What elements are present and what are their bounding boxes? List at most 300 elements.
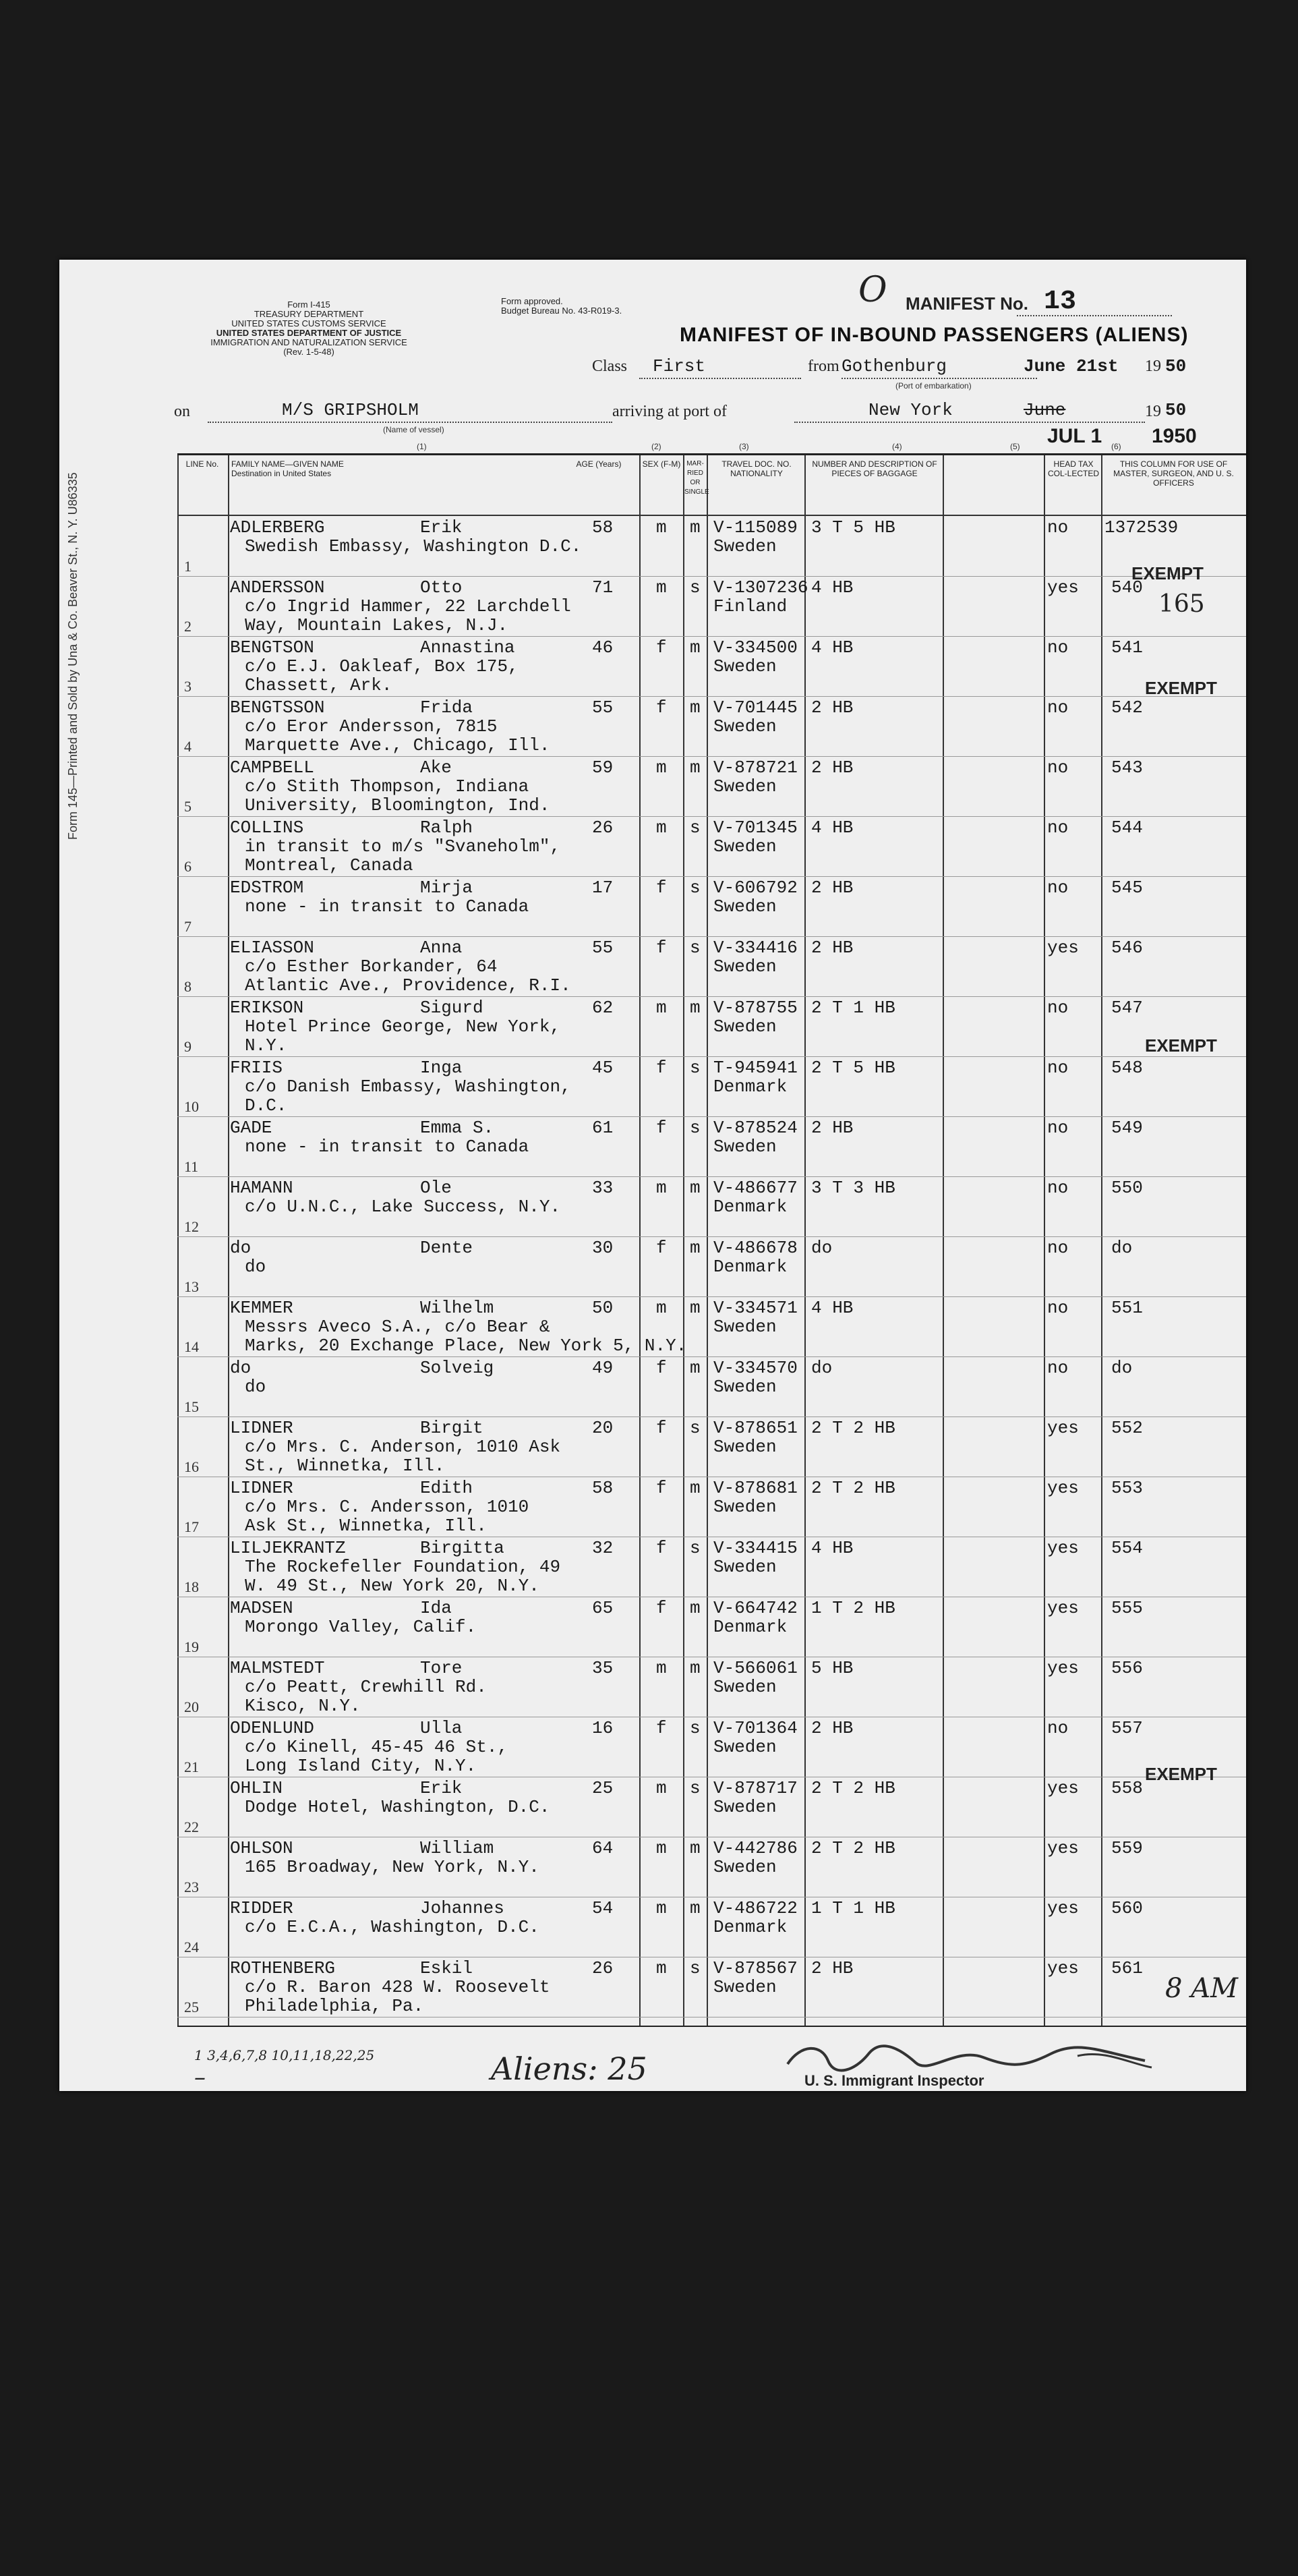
passenger-sex: f <box>656 697 667 718</box>
exempt-note: EXEMPT <box>1145 1764 1217 1784</box>
table-row <box>177 1236 1246 1297</box>
table-row <box>177 756 1246 817</box>
travel-doc-number: V-878717 <box>713 1778 798 1798</box>
passenger-sex: f <box>656 1598 667 1618</box>
arrival-underline <box>794 422 1145 423</box>
passenger-given-name: Anna <box>420 938 463 958</box>
destination-line: Montreal, Canada <box>245 855 413 876</box>
line-number: 16 <box>184 1458 199 1475</box>
passenger-given-name: Wilhelm <box>420 1298 494 1318</box>
arrival-month-struck: June <box>1024 400 1066 420</box>
passenger-given-name: William <box>420 1838 494 1858</box>
passenger-marital-status: m <box>690 517 701 538</box>
destination-line: do <box>245 1257 266 1277</box>
travel-doc-number: V-878681 <box>713 1478 798 1498</box>
officer-note: 551 <box>1111 1298 1143 1318</box>
passenger-age: 32 <box>592 1538 614 1558</box>
passenger-sex: f <box>656 1058 667 1078</box>
passenger-marital-status: m <box>690 1478 701 1498</box>
passenger-sex: m <box>656 1958 667 1978</box>
destination-line: Marquette Ave., Chicago, Ill. <box>245 735 550 755</box>
passenger-age: 45 <box>592 1058 614 1078</box>
passenger-family-name: LIDNER <box>230 1478 293 1498</box>
destination-line: Messrs Aveco S.A., c/o Bear & <box>245 1317 550 1337</box>
manifest-number: 13 <box>1044 287 1077 317</box>
passenger-family-name: OHLSON <box>230 1838 293 1858</box>
arriving-label: arriving at port of <box>612 403 727 420</box>
destination-line: c/o Ingrid Hammer, 22 Larchdell <box>245 596 571 617</box>
passenger-family-name: MADSEN <box>230 1598 293 1618</box>
passenger-marital-status: s <box>690 577 701 598</box>
inspector-signature <box>781 2037 1158 2078</box>
table-row <box>177 996 1246 1057</box>
vessel-name: M/S GRIPSHOLM <box>282 400 419 420</box>
passenger-marital-status: m <box>690 637 701 658</box>
officer-note: 541 <box>1111 637 1143 658</box>
passenger-given-name: Frida <box>420 697 473 718</box>
passenger-sex: f <box>656 1718 667 1738</box>
officer-note: 553 <box>1111 1478 1143 1498</box>
passenger-age: 61 <box>592 1118 614 1138</box>
destination-line: c/o E.C.A., Washington, D.C. <box>245 1917 539 1937</box>
passenger-sex: m <box>656 1778 667 1798</box>
passenger-family-name: BENGTSON <box>230 637 314 658</box>
table-row <box>177 1597 1246 1657</box>
line-number: 7 <box>184 918 191 935</box>
head-tax-collected: no <box>1047 1718 1069 1738</box>
port-embark-caption: (Port of embarkation) <box>895 381 972 391</box>
nationality: Sweden <box>713 1137 777 1157</box>
officer-note: 550 <box>1111 1178 1143 1198</box>
passenger-family-name: ADLERBERG <box>230 517 325 538</box>
line-number: 17 <box>184 1518 199 1535</box>
baggage-description: 4 HB <box>811 637 854 658</box>
col-head-age: AGE (Years) <box>576 459 622 469</box>
travel-doc-number: V-664742 <box>713 1598 798 1618</box>
manifest-sheet <box>59 260 1246 2091</box>
passenger-marital-status: m <box>690 1838 701 1858</box>
passenger-marital-status: s <box>690 878 701 898</box>
head-tax-collected: yes <box>1047 1778 1079 1798</box>
travel-doc-number: V-878651 <box>713 1418 798 1438</box>
passenger-given-name: Emma S. <box>420 1118 494 1138</box>
baggage-description: 2 T 2 HB <box>811 1418 895 1438</box>
table-row <box>177 936 1246 997</box>
passenger-sex: f <box>656 1478 667 1498</box>
manifest-table <box>177 453 1246 2027</box>
officer-note: 544 <box>1111 818 1143 838</box>
passenger-age: 71 <box>592 577 614 598</box>
passenger-family-name: ANDERSSON <box>230 577 325 598</box>
table-row <box>177 1416 1246 1477</box>
passenger-family-name: EDSTROM <box>230 878 304 898</box>
nationality: Sweden <box>713 1317 777 1337</box>
head-tax-collected: no <box>1047 1238 1069 1258</box>
baggage-description: 2 T 2 HB <box>811 1838 895 1858</box>
travel-doc-number: V-566061 <box>713 1658 798 1678</box>
travel-doc-number: V-334500 <box>713 637 798 658</box>
head-tax-collected: no <box>1047 517 1069 538</box>
passenger-age: 17 <box>592 878 614 898</box>
passenger-given-name: Inga <box>420 1058 463 1078</box>
side-print: Form 145—Printed and Sold by Una & Co. Beaver St., N. Y. U86335 <box>66 472 80 840</box>
nationality: Denmark <box>713 1197 788 1217</box>
line-number: 6 <box>184 858 191 875</box>
passenger-age: 65 <box>592 1598 614 1618</box>
table-row <box>177 1717 1246 1777</box>
baggage-description: do <box>811 1238 833 1258</box>
line-number: 21 <box>184 1758 199 1775</box>
class-value: First <box>653 356 706 376</box>
destination-line: Hotel Prince George, New York, <box>245 1017 561 1037</box>
passenger-given-name: Erik <box>420 517 463 538</box>
nationality: Sweden <box>713 956 777 977</box>
table-row <box>177 1296 1246 1357</box>
line-number: 18 <box>184 1578 199 1595</box>
nationality: Denmark <box>713 1077 788 1097</box>
travel-doc-number: V-486678 <box>713 1238 798 1258</box>
passenger-given-name: Mirja <box>420 878 473 898</box>
officer-note: 1372539 <box>1104 517 1179 538</box>
passenger-age: 62 <box>592 998 614 1018</box>
passenger-sex: f <box>656 1358 667 1378</box>
passenger-marital-status: m <box>690 1178 701 1198</box>
col-head-name: FAMILY NAME—GIVEN NAME Destination in United States <box>231 459 344 478</box>
nationality: Sweden <box>713 1737 777 1757</box>
passenger-given-name: Ake <box>420 757 452 778</box>
baggage-description: 1 T 2 HB <box>811 1598 895 1618</box>
passenger-age: 50 <box>592 1298 614 1318</box>
arrival-stamp-year: 1950 <box>1152 425 1197 447</box>
passenger-family-name: ELIASSON <box>230 938 314 958</box>
travel-doc-number: V-701364 <box>713 1718 798 1738</box>
travel-doc-number: V-115089 <box>713 517 798 538</box>
nationality: Sweden <box>713 656 777 677</box>
departure-date: June 21st <box>1024 356 1119 376</box>
officer-note: 552 <box>1111 1418 1143 1438</box>
line-number: 4 <box>184 738 191 755</box>
form-approval <box>501 297 622 316</box>
col-head-tax: HEAD TAX COL-LECTED <box>1047 459 1099 478</box>
destination-line: Way, Mountain Lakes, N.J. <box>245 615 508 635</box>
head-tax-collected: no <box>1047 1298 1069 1318</box>
destination-line: c/o Esther Borkander, 64 <box>245 956 498 977</box>
passenger-marital-status: m <box>690 1598 701 1618</box>
col-number-1: (1) <box>417 442 427 451</box>
arrival-port: New York <box>868 400 953 420</box>
passenger-given-name: Birgitta <box>420 1538 504 1558</box>
head-tax-collected: no <box>1047 818 1069 838</box>
destination-line: University, Bloomington, Ind. <box>245 795 550 815</box>
baggage-description: 3 T 3 HB <box>811 1178 895 1198</box>
line-number: 3 <box>184 678 191 695</box>
passenger-age: 54 <box>592 1898 614 1918</box>
passenger-age: 49 <box>592 1358 614 1378</box>
passenger-family-name: ERIKSON <box>230 998 304 1018</box>
exempt-note: EXEMPT <box>1131 563 1204 583</box>
passenger-marital-status: m <box>690 1358 701 1378</box>
passenger-sex: m <box>656 1658 667 1678</box>
line-number: 12 <box>184 1218 199 1235</box>
passenger-marital-status: s <box>690 818 701 838</box>
nationality: Sweden <box>713 1017 777 1037</box>
passenger-family-name: GADE <box>230 1118 272 1138</box>
destination-line: do <box>245 1377 266 1397</box>
passenger-family-name: RIDDER <box>230 1898 293 1918</box>
passenger-sex: m <box>656 1898 667 1918</box>
nationality: Sweden <box>713 1677 777 1697</box>
destination-line: none - in transit to Canada <box>245 1137 529 1157</box>
passenger-marital-status: m <box>690 757 701 778</box>
passenger-family-name: do <box>230 1238 252 1258</box>
baggage-description: do <box>811 1358 833 1378</box>
table-row <box>177 1116 1246 1177</box>
passenger-given-name: Solveig <box>420 1358 494 1378</box>
line-number: 19 <box>184 1638 199 1655</box>
officer-note: do <box>1111 1358 1133 1378</box>
col-head-sex: SEX (F-M) <box>642 459 681 469</box>
col-number-4: (4) <box>892 442 902 451</box>
circle-mark: O <box>858 270 887 310</box>
officer-note: 557 <box>1111 1718 1143 1738</box>
passenger-given-name: Birgit <box>420 1418 483 1438</box>
passenger-given-name: Eskil <box>420 1958 473 1978</box>
passenger-given-name: Annastina <box>420 637 515 658</box>
passenger-given-name: Ole <box>420 1178 452 1198</box>
officer-note: 560 <box>1111 1898 1143 1918</box>
baggage-description: 2 T 1 HB <box>811 998 895 1018</box>
destination-line: c/o Stith Thompson, Indiana <box>245 776 529 797</box>
head-tax-collected: no <box>1047 637 1069 658</box>
destination-line: none - in transit to Canada <box>245 896 529 917</box>
passenger-sex: f <box>656 938 667 958</box>
destination-line: The Rockefeller Foundation, 49 <box>245 1557 561 1577</box>
passenger-family-name: HAMANN <box>230 1178 293 1198</box>
line-number: 24 <box>184 1939 199 1955</box>
nationality: Sweden <box>713 1857 777 1877</box>
travel-doc-number: V-334416 <box>713 938 798 958</box>
passenger-sex: m <box>656 1298 667 1318</box>
col-number-3: (3) <box>739 442 749 451</box>
passenger-marital-status: s <box>690 1958 701 1978</box>
manifest-title: MANIFEST OF IN-BOUND PASSENGERS (ALIENS) <box>680 324 1189 346</box>
officer-note: 545 <box>1111 878 1143 898</box>
baggage-description: 4 HB <box>811 818 854 838</box>
head-tax-collected: yes <box>1047 1478 1079 1498</box>
travel-doc-number: V-878567 <box>713 1958 798 1978</box>
passenger-age: 26 <box>592 818 614 838</box>
passenger-family-name: BENGTSSON <box>230 697 325 718</box>
head-tax-collected: yes <box>1047 1958 1079 1978</box>
baggage-description: 1 T 1 HB <box>811 1898 895 1918</box>
passenger-sex: f <box>656 1418 667 1438</box>
passenger-age: 58 <box>592 517 614 538</box>
table-row <box>177 1657 1246 1717</box>
head-tax-collected: no <box>1047 1358 1069 1378</box>
manifest-label: MANIFEST No. <box>906 293 1028 314</box>
exempt-note: EXEMPT <box>1145 678 1217 698</box>
travel-doc-number: V-486722 <box>713 1898 798 1918</box>
inspector-caption: U. S. Immigrant Inspector <box>804 2072 984 2089</box>
table-row <box>177 696 1246 757</box>
passenger-marital-status: s <box>690 1778 701 1798</box>
nationality: Denmark <box>713 1617 788 1637</box>
destination-line: Chassett, Ark. <box>245 675 392 695</box>
officer-note: do <box>1111 1238 1133 1258</box>
head-tax-collected: no <box>1047 757 1069 778</box>
arrival-year: 50 <box>1165 400 1187 420</box>
line-number: 11 <box>184 1158 199 1175</box>
baggage-description: 2 HB <box>811 1718 854 1738</box>
passenger-sex: f <box>656 637 667 658</box>
passenger-age: 26 <box>592 1958 614 1978</box>
destination-line: St., Winnetka, Ill. <box>245 1456 445 1476</box>
table-row <box>177 516 1246 577</box>
baggage-description: 5 HB <box>811 1658 854 1678</box>
destination-line: c/o Mrs. C. Andersson, 1010 <box>245 1497 529 1517</box>
destination-line: W. 49 St., New York 20, N.Y. <box>245 1576 539 1596</box>
from-label: from <box>808 357 839 375</box>
head-tax-collected: yes <box>1047 1538 1079 1558</box>
travel-doc-number: V-334570 <box>713 1358 798 1378</box>
passenger-sex: m <box>656 517 667 538</box>
destination-line: Kisco, N.Y. <box>245 1696 361 1716</box>
table-row <box>177 1897 1246 1957</box>
passenger-age: 64 <box>592 1838 614 1858</box>
destination-line: D.C. <box>245 1095 287 1116</box>
col-head-line: LINE No. <box>185 459 219 469</box>
baggage-description: 2 T 2 HB <box>811 1778 895 1798</box>
line-number: 25 <box>184 1999 199 2015</box>
head-tax-collected: yes <box>1047 1418 1079 1438</box>
nationality: Sweden <box>713 836 777 857</box>
line-number: 23 <box>184 1879 199 1895</box>
baggage-description: 2 HB <box>811 878 854 898</box>
passenger-marital-status: m <box>690 998 701 1018</box>
officer-note: 546 <box>1111 938 1143 958</box>
destination-line: c/o E.J. Oakleaf, Box 175, <box>245 656 519 677</box>
head-tax-collected: no <box>1047 697 1069 718</box>
passenger-marital-status: s <box>690 1058 701 1078</box>
table-row <box>177 876 1246 937</box>
destination-line: in transit to m/s "Svaneholm", <box>245 836 561 857</box>
line-number: 9 <box>184 1038 191 1055</box>
dept-name: TREASURY DEPARTMENT <box>254 309 364 319</box>
baggage-description: 2 HB <box>811 697 854 718</box>
passenger-sex: f <box>656 878 667 898</box>
officer-note: 547 <box>1111 998 1143 1018</box>
travel-doc-number: V-701445 <box>713 697 798 718</box>
passenger-given-name: Erik <box>420 1778 463 1798</box>
passenger-sex: m <box>656 757 667 778</box>
destination-line: N.Y. <box>245 1035 287 1056</box>
destination-line: Marks, 20 Exchange Place, New York 5, N.Y. <box>245 1336 687 1356</box>
destination-line: c/o Mrs. C. Anderson, 1010 Ask <box>245 1437 561 1457</box>
passenger-sex: f <box>656 1538 667 1558</box>
passenger-age: 33 <box>592 1178 614 1198</box>
on-label: on <box>174 403 190 420</box>
nationality: Sweden <box>713 1497 777 1517</box>
table-row <box>177 816 1246 877</box>
col-head-officers: THIS COLUMN FOR USE OF MASTER, SURGEON, AND U. S. OFFICERS <box>1113 459 1234 488</box>
departure-year: 50 <box>1165 356 1187 376</box>
table-row <box>177 1477 1246 1537</box>
passenger-given-name: Ulla <box>420 1718 463 1738</box>
passenger-sex: m <box>656 577 667 598</box>
passenger-age: 55 <box>592 938 614 958</box>
baggage-description: 2 HB <box>811 1958 854 1978</box>
destination-line: Ask St., Winnetka, Ill. <box>245 1516 487 1536</box>
officer-note: 549 <box>1111 1118 1143 1138</box>
passenger-marital-status: m <box>690 1238 701 1258</box>
travel-doc-number: V-606792 <box>713 878 798 898</box>
col-head-baggage: NUMBER AND DESCRIPTION OF PIECES OF BAGGAGE <box>812 459 937 478</box>
passenger-given-name: Dente <box>420 1238 473 1258</box>
line-number: 20 <box>184 1698 199 1715</box>
officer-note: 558 <box>1111 1778 1143 1798</box>
head-tax-collected: no <box>1047 1058 1069 1078</box>
head-tax-collected: yes <box>1047 577 1079 598</box>
passenger-age: 58 <box>592 1478 614 1498</box>
line-numbers-note: 1 3,4,6,7,8 10,11,18,22,25 <box>194 2047 375 2063</box>
travel-doc-number: V-1307236 <box>713 577 808 598</box>
form-number: Form I-415 <box>287 299 330 310</box>
exempt-note: EXEMPT <box>1145 1035 1217 1056</box>
passenger-marital-status: s <box>690 938 701 958</box>
line-number: 5 <box>184 798 191 815</box>
from-underline <box>842 378 1037 379</box>
passenger-given-name: Ralph <box>420 818 473 838</box>
officer-note: 559 <box>1111 1838 1143 1858</box>
col-number-5: (5) <box>1010 442 1020 451</box>
passenger-age: 59 <box>592 757 614 778</box>
manifest-underline <box>1017 315 1172 316</box>
passenger-family-name: ODENLUND <box>230 1718 314 1738</box>
table-row <box>177 636 1246 697</box>
line-number: 1 <box>184 558 191 575</box>
line-number: 2 <box>184 618 191 635</box>
officer-note: 543 <box>1111 757 1143 778</box>
passenger-sex: f <box>656 1118 667 1138</box>
from-value: Gothenburg <box>842 356 947 376</box>
passenger-given-name: Otto <box>420 577 463 598</box>
head-tax-collected: yes <box>1047 1658 1079 1678</box>
passenger-marital-status: s <box>690 1718 701 1738</box>
baggage-description: 4 HB <box>811 1538 854 1558</box>
table-row <box>177 1957 1246 2017</box>
passenger-family-name: OHLIN <box>230 1778 283 1798</box>
baggage-description: 2 HB <box>811 757 854 778</box>
travel-doc-number: V-486677 <box>713 1178 798 1198</box>
passenger-given-name: Tore <box>420 1658 463 1678</box>
passenger-marital-status: s <box>690 1418 701 1438</box>
nationality: Finland <box>713 596 788 617</box>
nationality: Sweden <box>713 776 777 797</box>
baggage-description: 2 T 5 HB <box>811 1058 895 1078</box>
passenger-sex: m <box>656 1838 667 1858</box>
passenger-marital-status: m <box>690 1298 701 1318</box>
arrival-stamp-date: JUL 1 <box>1047 425 1102 447</box>
line-number: 10 <box>184 1098 199 1115</box>
passenger-family-name: COLLINS <box>230 818 304 838</box>
hand-number: 165 <box>1158 590 1205 618</box>
passenger-age: 46 <box>592 637 614 658</box>
head-tax-collected: yes <box>1047 1898 1079 1918</box>
table-row <box>177 1176 1246 1237</box>
passenger-age: 25 <box>592 1778 614 1798</box>
passenger-marital-status: m <box>690 1658 701 1678</box>
destination-line: Philadelphia, Pa. <box>245 1996 424 2016</box>
